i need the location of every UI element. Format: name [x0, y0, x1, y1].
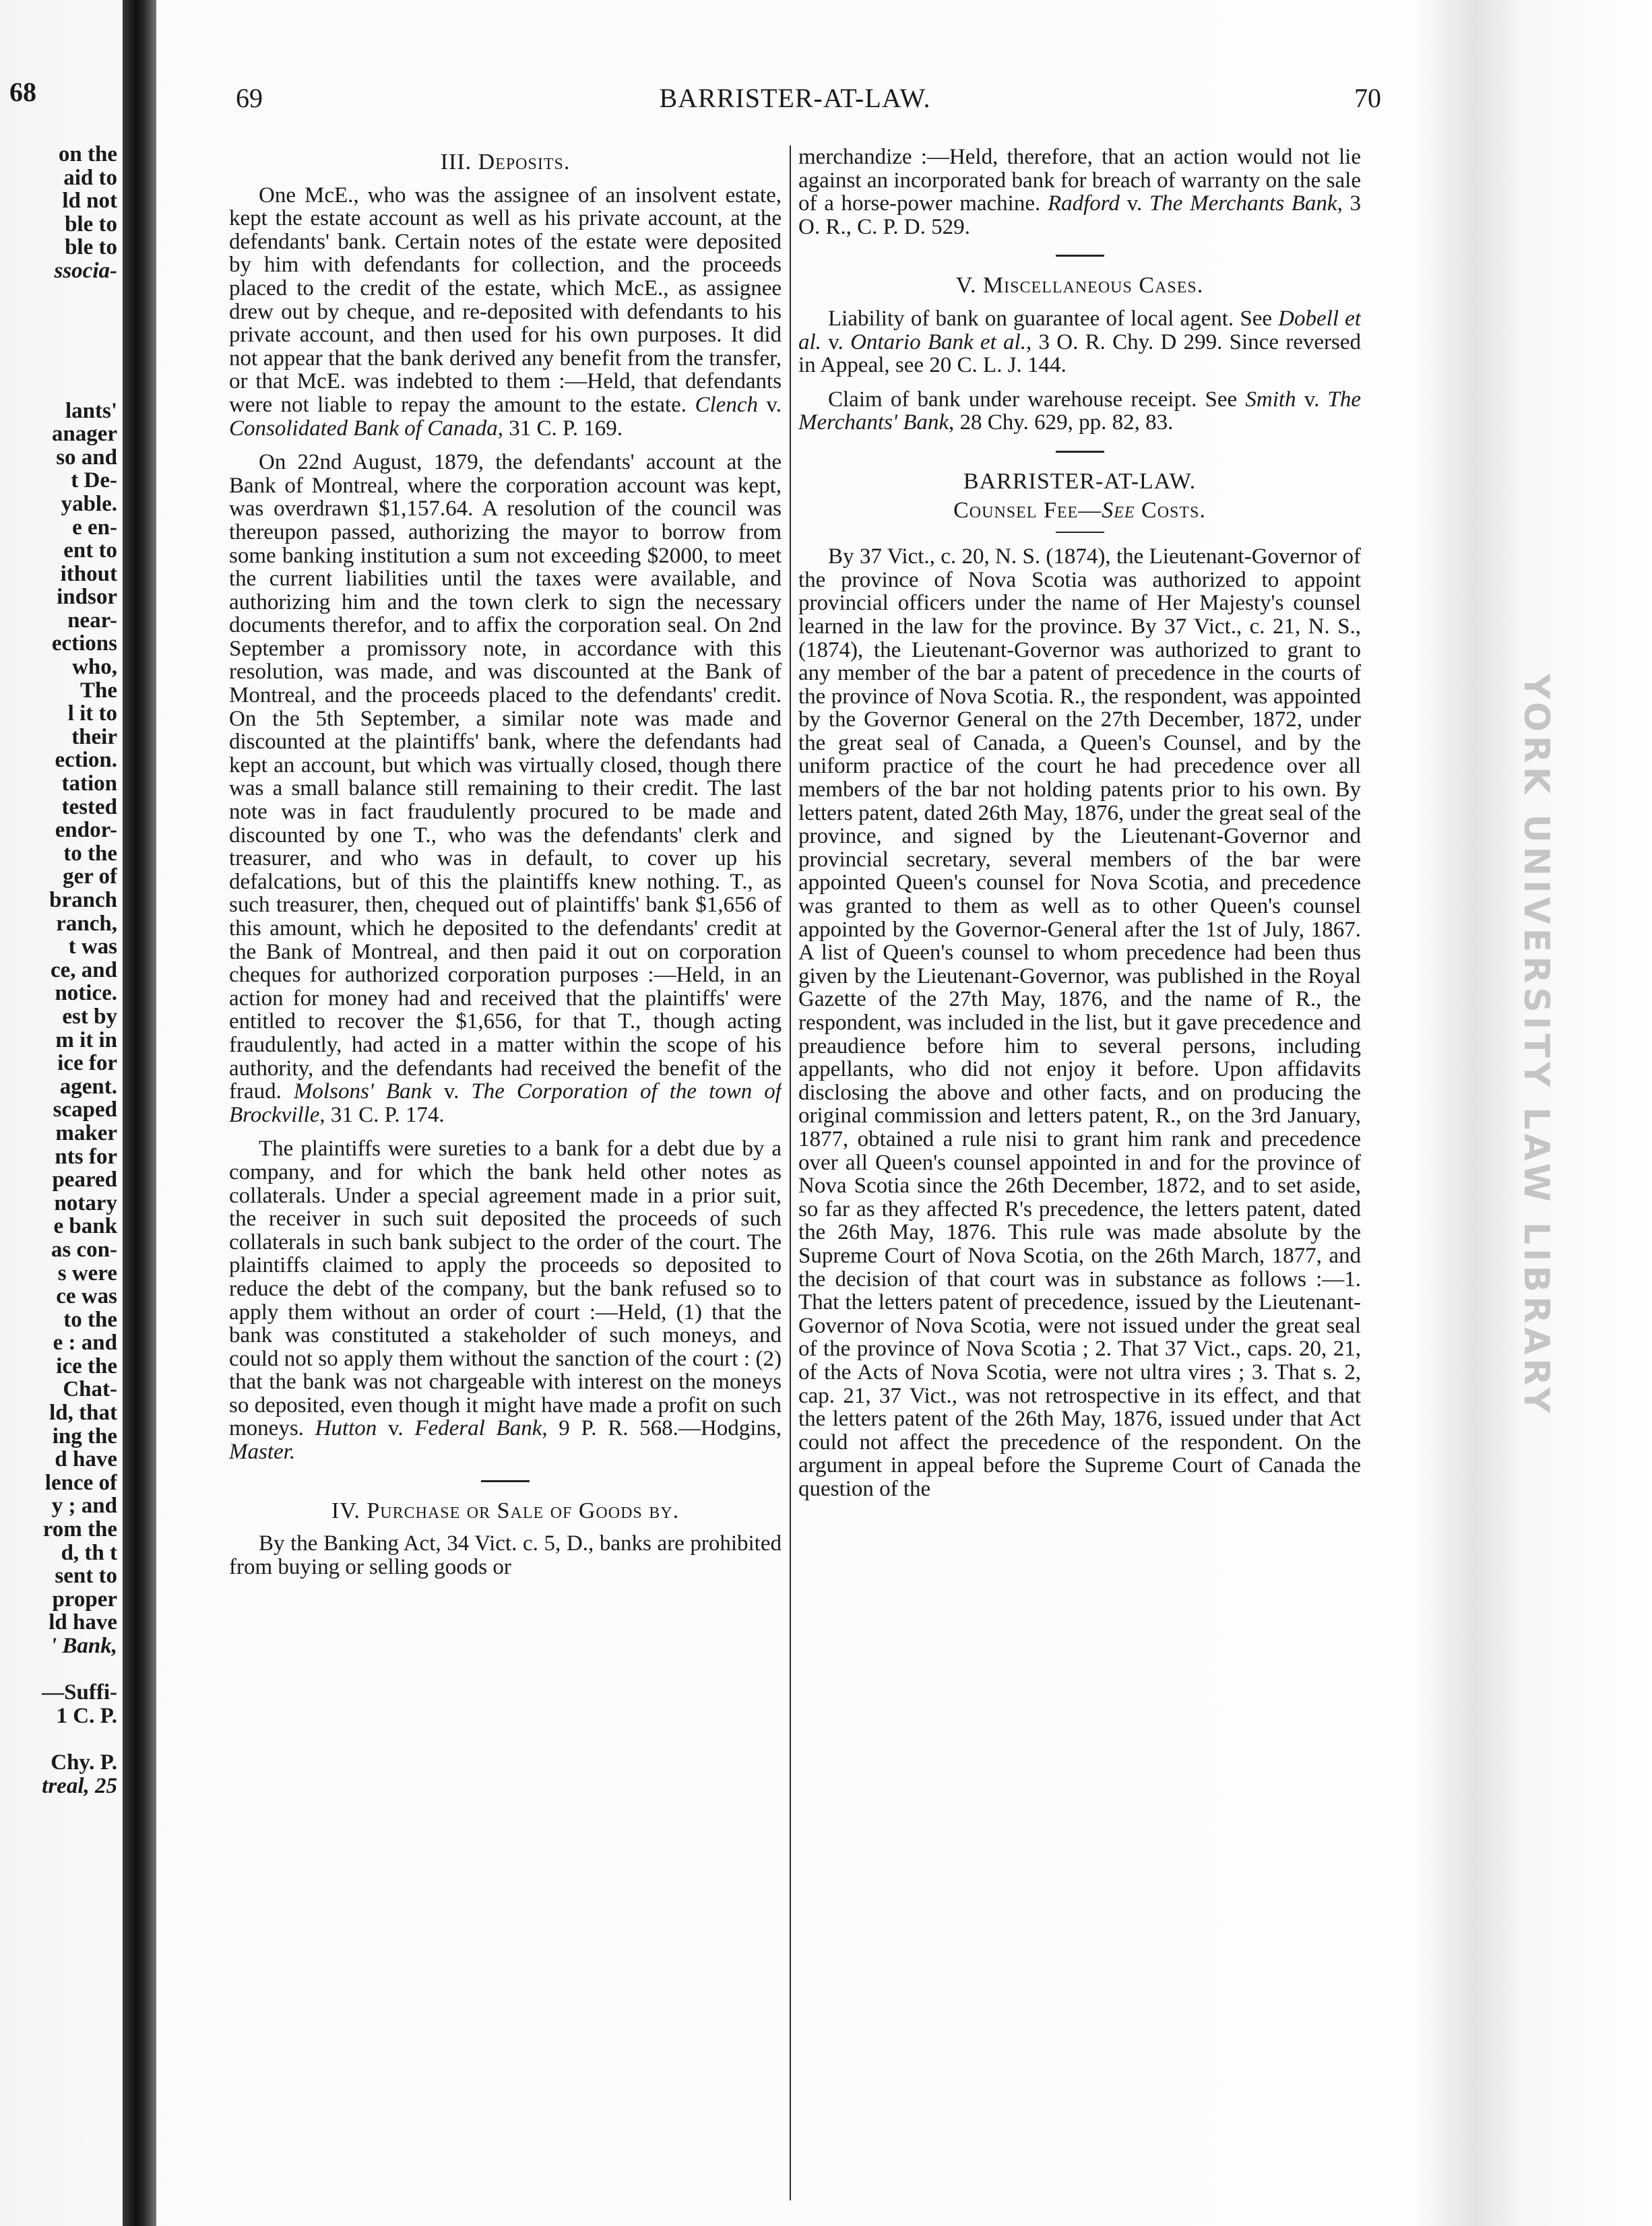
fragment-line: ger of — [63, 865, 117, 889]
fragment-line: anager — [51, 422, 117, 446]
fragment-line: aid to — [63, 166, 117, 190]
fragment-line — [0, 1658, 117, 1682]
fragment-line: The — [80, 678, 117, 703]
fragment-line: ithout — [60, 562, 117, 586]
fragment-line — [0, 329, 117, 353]
case-party: Ontario Bank et al. — [850, 329, 1026, 354]
case-name: Smith — [1245, 387, 1296, 412]
fragment-line: ection. — [55, 749, 117, 773]
entry-heading-barrister: BARRISTER-AT-LAW. — [963, 468, 1197, 494]
page-number-left: 69 — [236, 83, 263, 113]
fragment-line: treal, 25 — [42, 1774, 117, 1798]
fragment-line: e bank — [53, 1215, 117, 1238]
fragment-line: d, th t — [61, 1541, 117, 1565]
library-stamp: YORK UNIVERSITY LAW LIBRARY — [1516, 674, 1556, 1418]
fragment-line: sent to — [55, 1564, 117, 1588]
page-number-right: 70 — [1354, 83, 1381, 113]
case-party: The Corporation of the town of Brockville — [229, 1079, 782, 1127]
section-heading-miscellaneous: V. Miscellaneous Cases. — [955, 273, 1204, 298]
case-party: Consolidated Bank of Canada — [229, 416, 498, 441]
paragraph-deposits-2: On 22nd August, 1879, the defendants' account at the Bank of Montreal, where the corporation account was kept, was overdrawn $1,157.64. A resolution of the council was thereupon passed, authorizing the mayor to borrow from some banking institution a sum not exceeding $2000, to meet the current liabilities until the taxes were available, and authorizing him and the town clerk to sign the necessary documents therefor, and to affix the corporation seal. On 2nd September a promissory note, in accordance with this resolution, was made, and was discounted at the Bank of Montreal, and the proceeds placed to the defendants' credit. On the 5th September, a similar note was made and discounted at the plaintiffs' bank, where the defendants had kept an account, but which was virtually closed, though there was a small balance still remaining to their credit. The last note was in fact fraudulently procured to be made and discounted by one T., who was the defendants' clerk and treasurer, and who was in default, to cover up his defalcations, but of this the plaintiffs knew nothing. T., as such treasurer, then, chequed out of plaintiffs' bank $1,656 of this amount, which he deposited to the defendants' credit at the Bank of Montreal, and then paid it out on corporation cheques for authorized corporation purposes :—Held, in an action for money had and received that the plaintiffs' were entitled to recover the $1,656, for that T., though acting fraudulently, had acted in a matter within the scope of his authority, and the defendants had received the benefit of the fraud. Molsons' Bank v. The Corporation of the town of Brockville, 31 C. P. 174. — [229, 450, 782, 1127]
fragment-line: m it in — [55, 1028, 117, 1052]
case-name: Dobell et al. — [798, 306, 1361, 354]
column-divider — [790, 146, 791, 2200]
fragment-line: ld, that — [49, 1401, 117, 1425]
master-label: Master. — [229, 1440, 296, 1465]
fragment-line — [0, 283, 117, 307]
fragment-line: proper — [52, 1587, 117, 1612]
fragment-line: ce, and — [51, 958, 117, 982]
paragraph-barrister-1: By 37 Vict., c. 20, N. S. (1874), the Lieutenant-Governor of the province of Nova Scotia was authorized to appoint provincial officers under the name of Her Majesty's counsel learned in the law for the province. By 37 Vict., c. 21, N. S., (1874), the Lieutenant-Governor was authorized to grant to any member of the bar a patent of precedence in the courts of the province of Nova Scotia. R., the respondent, was appointed by the Governor General on the 27th December, 1872, under the great seal of Canada, a Queen's Counsel, and by the uniform practice of the court he had precedence over all members of the bar not holding patents prior to his own. By letters patent, dated 26th May, 1876, under the great seal of the province, and signed by the Lieutenant-Governor and provincial secretary, several members of the bar were appointed Queen's counsel for Nova Scotia, and precedence was granted to them as well as to other Queen's counsel appointed by the Governor-General after the 1st of July, 1867. A list of Queen's counsel to whom precedence had been thus given by the Lieutenant-Governor, was published in the Royal Gazette of the 27th May, 1876, and the name of R., the respondent, was included in the list, but it gave precedence and preaudience before him to several persons, including appellants, who did not enjoy it before. Upon affidavits disclosing the above and other facts, and on producing the original commission and letters patent, R., on the 3rd January, 1877, obtained a rule nisi to grant him rank and precedence over all Queen's counsel appointed in and for the province of Nova Scotia since the 26th December, 1872, and to set aside, so far as they affected R's precedence, the letters patent, dated the 26th May, 1876. This rule was made absolute by the Supreme Court of Nova Scotia, on the 26th March, 1877, and the decision of that court was in substance as follows :—1. That the letters patent of precedence, issued by the Lieutenant-Governor of Nova Scotia, were not issued under the great seal of the province of Nova Scotia ; 2. That 37 Vict., caps. 20, 21, of the Acts of Nova Scotia, were not ultra vires ; 3. That s. 2, cap. 21, 37 Vict., was not retrospective in its effect, and that the letters patent of the 26th May, 1876, issued under that Act could not affect the precedence of the respondent. On the argument in appeal before the Supreme Court of Canada the question of the — [798, 544, 1361, 1501]
case-party: The Merchants' Bank — [798, 387, 1361, 435]
fragment-line: t De- — [71, 469, 117, 492]
entry-subheading-counsel-fee: Counsel Fee—See Costs. — [953, 497, 1206, 523]
fragment-line: as con- — [51, 1238, 117, 1262]
fragment-line: who, — [72, 656, 117, 679]
running-header — [222, 82, 1381, 123]
fragment-line — [0, 352, 117, 376]
section-rule — [481, 1480, 530, 1482]
fragment-line: yable. — [61, 492, 117, 516]
fragment-line: ent to — [63, 539, 117, 563]
fragment-line: notary — [54, 1191, 117, 1215]
left-column — [229, 146, 782, 2200]
section-rule — [1056, 451, 1104, 453]
fragment-line: indsor — [57, 585, 117, 609]
fragment-line — [0, 1727, 117, 1751]
previous-page-text-lines — [0, 143, 117, 1798]
previous-page-number: 68 — [9, 81, 36, 107]
fragment-line: endor- — [55, 819, 117, 842]
fragment-line: e : and — [53, 1331, 117, 1355]
fragment-line: ssocia- — [54, 259, 117, 283]
fragment-line: ld have — [49, 1611, 117, 1634]
running-title: BARRISTER-AT-LAW. — [659, 83, 931, 113]
case-party: Federal Bank — [414, 1416, 542, 1441]
fragment-line: ice the — [56, 1354, 117, 1378]
fragment-line: tested — [61, 795, 117, 819]
fragment-line: peared — [52, 1168, 117, 1192]
section-rule — [1056, 532, 1104, 533]
fragment-line: so and — [56, 445, 117, 470]
fragment-line: lants' — [65, 399, 117, 423]
fragment-line: on the — [58, 143, 117, 166]
section-heading-purchase: IV. Purchase or Sale of Goods by. — [331, 1498, 680, 1523]
fragment-line: tation — [61, 772, 117, 796]
fragment-line: ce was — [56, 1285, 117, 1308]
fragment-line: notice. — [55, 982, 117, 1005]
fragment-line — [0, 306, 117, 329]
fragment-line: d have — [55, 1448, 117, 1471]
case-name: Clench — [695, 392, 758, 417]
case-name: Molsons' Bank — [293, 1079, 432, 1104]
book-binding-gutter — [123, 0, 156, 2226]
fragment-line: rom the — [42, 1518, 117, 1541]
fragment-line: to the — [63, 841, 117, 866]
fragment-line: ' Bank, — [50, 1634, 117, 1658]
fragment-line: 1 C. P. — [56, 1704, 117, 1728]
fragment-line: near- — [67, 608, 117, 633]
fragment-line: agent. — [59, 1075, 117, 1099]
section-heading-deposits: III. Deposits. — [440, 150, 571, 174]
paragraph-continued: merchandize :—Held, therefore, that an action would not lie against an incorporated bank for breach of warranty on the sale of a horse-power machine. Radford v. The Merchants Bank, 3 O. R., C. P. D. 529. — [798, 146, 1361, 239]
case-name: Radford — [1047, 191, 1120, 216]
fragment-line: ice for — [57, 1052, 117, 1075]
right-column — [798, 146, 1361, 2200]
fragment-line: ections — [51, 632, 117, 656]
fragment-line: ble to — [65, 236, 117, 259]
paragraph-purchase-1: By the Banking Act, 34 Vict. c. 5, D., banks are prohibited from buying or selling goods or — [229, 1531, 782, 1579]
fragment-line: lence of — [44, 1471, 117, 1495]
section-rule — [1056, 255, 1104, 257]
fragment-line: ranch, — [56, 912, 117, 936]
previous-page-fragment — [0, 81, 121, 2203]
case-party: The Merchants Bank — [1149, 191, 1337, 216]
fragment-line: t was — [68, 935, 117, 959]
fragment-line: to the — [63, 1308, 117, 1332]
paragraph-misc-2: Claim of bank under warehouse receipt. See Smith v. The Merchants' Bank, 28 Chy. 629, pp. 82, 83. — [798, 387, 1361, 435]
paragraph-misc-1: Liability of bank on guarantee of local agent. See Dobell et al. v. Ontario Bank et al., 3 O. R. Chy. D 299. Since reversed in Appeal, see 20 C. L. J. 144. — [798, 306, 1361, 378]
fragment-line: ld not — [62, 189, 117, 213]
fragment-line: e en- — [72, 515, 117, 540]
fragment-line: —Suffi- — [42, 1681, 117, 1705]
fragment-line: ing the — [52, 1424, 117, 1449]
paragraph-deposits-1: One McE., who was the assignee of an insolvent estate, kept the estate account as well as his private account, at the defendants' bank. Certain notes of the estate were deposited by him with defendants for collection, and the proceeds placed to the credit of the estate, which McE., as assignee drew out by cheque, and re-deposited with defendants to his private account, and then used for his own purposes. It did not appear that the bank derived any benefit from the transfer, or that McE. was indebted to them :—Held, that defendants were not liable to repay the amount to the estate. Clench v. Consolidated Bank of Canada, 31 C. P. 169. — [229, 183, 782, 441]
fragment-line: nts for — [55, 1145, 117, 1169]
case-name: Hutton — [315, 1416, 377, 1441]
fragment-line: Chy. P. — [51, 1750, 117, 1775]
fragment-line — [0, 376, 117, 400]
fragment-line: y ; and — [51, 1494, 117, 1519]
fragment-line: branch — [49, 889, 117, 912]
paragraph-deposits-3: The plaintiffs were sureties to a bank for a debt due by a company, and for which the bank held other notes as collaterals. Under a special agreement made in a prior suit, the receiver in such suit deposited the proceeds of such collaterals in such bank subject to the order of the court. The plaintiffs claimed to apply the proceeds so deposited to reduce the debt of the company, but the bank refused so to apply them without an order of court :—Held, (1) that the bank was constituted a stakeholder of such moneys, and could not so apply them without the sanction of the court : (2) that the bank was not chargeable with interest on the moneys so deposited, even though it might have made a profit on such moneys. Hutton v. Federal Bank, 9 P. R. 568.—Hodgins, Master. — [229, 1137, 782, 1465]
fragment-line: ble to — [65, 212, 117, 236]
fragment-line: Chat- — [63, 1378, 117, 1402]
fragment-line: their — [71, 725, 117, 749]
fragment-line: est by — [62, 1005, 117, 1029]
fragment-line: s were — [57, 1261, 117, 1285]
fragment-line: l it to — [67, 702, 117, 726]
fragment-line: maker — [55, 1121, 117, 1145]
fragment-line: scaped — [53, 1098, 117, 1122]
